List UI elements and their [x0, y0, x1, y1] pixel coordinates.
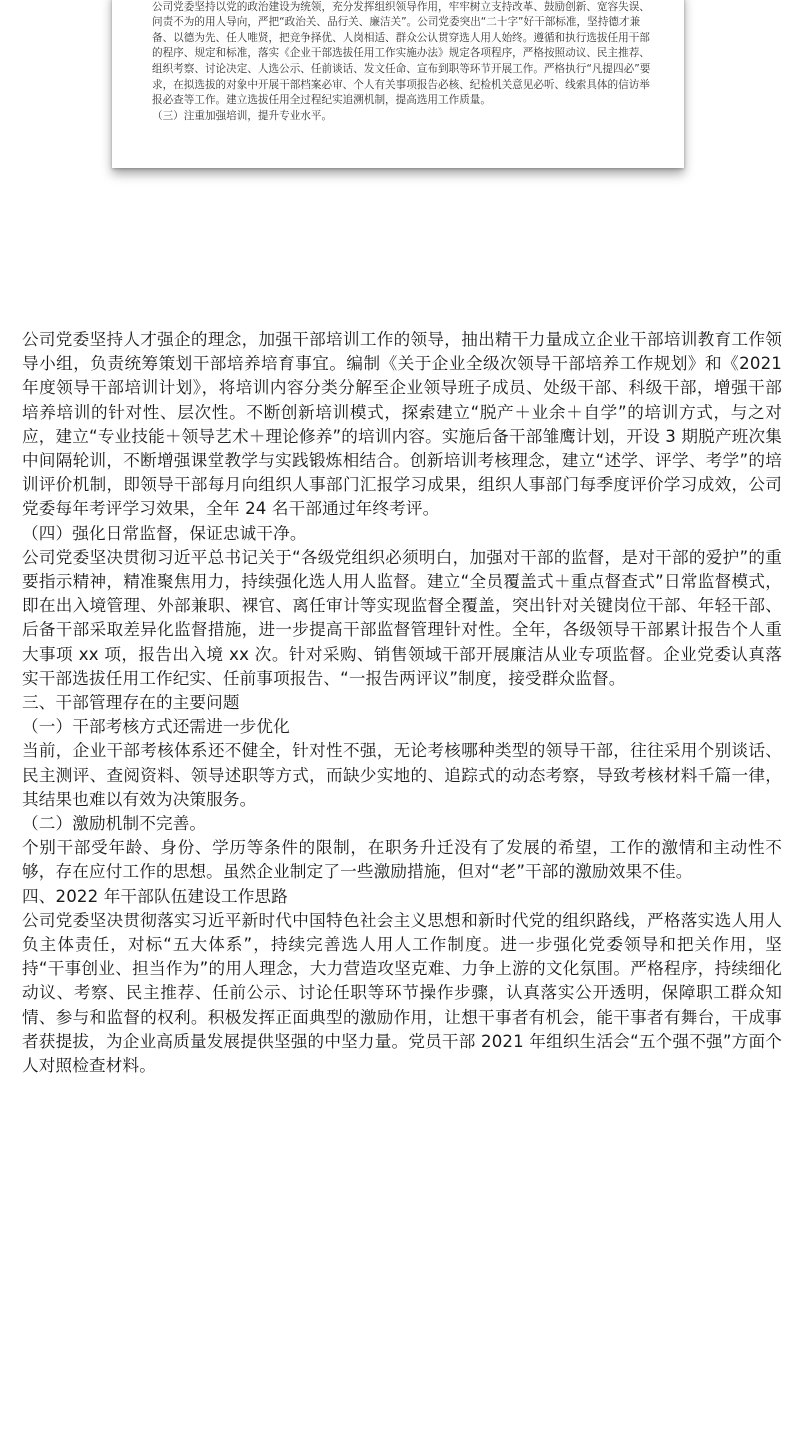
- document-body: [22, 328, 782, 1078]
- paragraph-training: 公司党委坚持人才强企的理念，加强干部培训工作的领导，抽出精干力量成立企业干部培训教育工作领导小组，负责统筹策划干部培养培育事宜。编制《关于企业全级次领导干部培养工作规划》和《2021 年度领导干部培训计划》，将培训内容分类分解至企业领导班子成员、处级干部、科级干部，增强干部培养培训的针对性、层次性。不断创新培训模式，探索建立“脱产＋业余＋自学”的培训方式，与之对应，建立“专业技能＋领导艺术＋理论修养”的培训内容。实施后备干部雏鹰计划，开设 3 期脱产班次集中间隔轮训，不断增强课堂教学与实践锻炼相结合。创新培训考核理念，建立“述学、评学、考学”的培训评价机制，即领导干部每月向组织人事部门汇报学习成果，组织人事部门每季度评价学习成效，公司党委每年考评学习效果，全年 24 名干部通过年终考评。: [22, 330, 782, 519]
- heading-2022-plan: 四、2022 年干部队伍建设工作思路: [22, 886, 288, 906]
- document-preview-card: [112, 0, 684, 168]
- heading-supervision: （四）强化日常监督，保证忠诚干净。: [22, 523, 307, 543]
- paragraph-assessment: 当前，企业干部考核体系还不健全，针对性不强，无论考核哪种类型的领导干部，往往采用个别谈话、民主测评、查阅资料、领导述职等方式，而缺少实地的、追踪式的动态考察，导致考核材料千篇一律，其结果也难以有效为决策服务。: [22, 741, 782, 809]
- heading-assessment: （一）干部考核方式还需进一步优化: [22, 717, 290, 737]
- paragraph-incentive: 个别干部受年龄、身份、学历等条件的限制，在职务升迁没有了发展的希望，工作的激情和主动性不够，存在应付工作的思想。虽然企业制定了一些激励措施，但对“老”干部的激励效果不佳。: [22, 838, 782, 882]
- paragraph-2022-plan: 公司党委坚决贯彻落实习近平新时代中国特色社会主义思想和新时代党的组织路线，严格落实选人用人负主体责任，对标“五大体系”，持续完善选人用人工作制度。进一步强化党委领导和把关作用，坚持“干事创业、担当作为”的用人理念，大力营造攻坚克难、力争上游的文化氛围。严格程序，持续细化动议、考察、民主推荐、任前公示、讨论任职等环节操作步骤，认真落实公开透明，保障职工群众知情、参与和监督的权利。积极发挥正面典型的激励作用，让想干事者有机会，能干事者有舞台，干成事者获提拔，为企业高质量发展提供坚强的中坚力量。党员干部 2021 年组织生活会“五个强不强”方面个人对照检查材料。: [22, 910, 782, 1076]
- heading-problems: 三、干部管理存在的主要问题: [22, 693, 240, 713]
- paragraph-supervision: 公司党委坚决贯彻习近平总书记关于“各级党组织必须明白，加强对干部的监督，是对干部的爱护”的重要指示精神，精准聚焦用力，持续强化选人用人监督。建立“全员覆盖式＋重点督查式”日常监督模式，即在出入境管理、外部兼职、裸官、离任审计等实现监督全覆盖，突出针对关键岗位干部、年轻干部、后备干部采取差异化监督措施，进一步提高干部监督管理针对性。全年，各级领导干部累计报告个人重大事项 xx 项，报告出入境 xx 次。针对采购、销售领域干部开展廉洁从业专项监督。企业党委认真落实干部选拔任用工作纪实、任前事项报告、“一报告两评议”制度，接受群众监督。: [22, 547, 782, 688]
- card-heading-bottom: （三）注重加强培训，提升专业水平。: [152, 109, 333, 122]
- card-paragraph: 公司党委坚持以党的政治建设为统领，充分发挥组织领导作用，牢牢树立支持改革、鼓励创新、宽容失误、问责不为的用人导向，严把“政治关、品行关、廉洁关”。公司党委突出“二十字”好干部标准，坚持德才兼备、以德为先、任人唯贤，把竞争择优、人岗相适、群众公认贯穿选人用人始终。遵循和执行选拔任用干部的程序、规定和标准，落实《企业干部选拔任用工作实施办法》规定各项程序，严格按照动议、民主推荐、组织考察、讨论决定、人选公示、任前谈话、发文任命、宣布到职等环节开展工作。严格执行“凡提四必”要求，在拟选拔的对象中开展干部档案必审、个人有关事项报告必核、纪检机关意见必听、线索具体的信访举报必查等工作。建立选拔任用全过程纪实追溯机制，提高选用工作质量。: [152, 0, 651, 107]
- heading-incentive: （二）激励机制不完善。: [22, 814, 207, 834]
